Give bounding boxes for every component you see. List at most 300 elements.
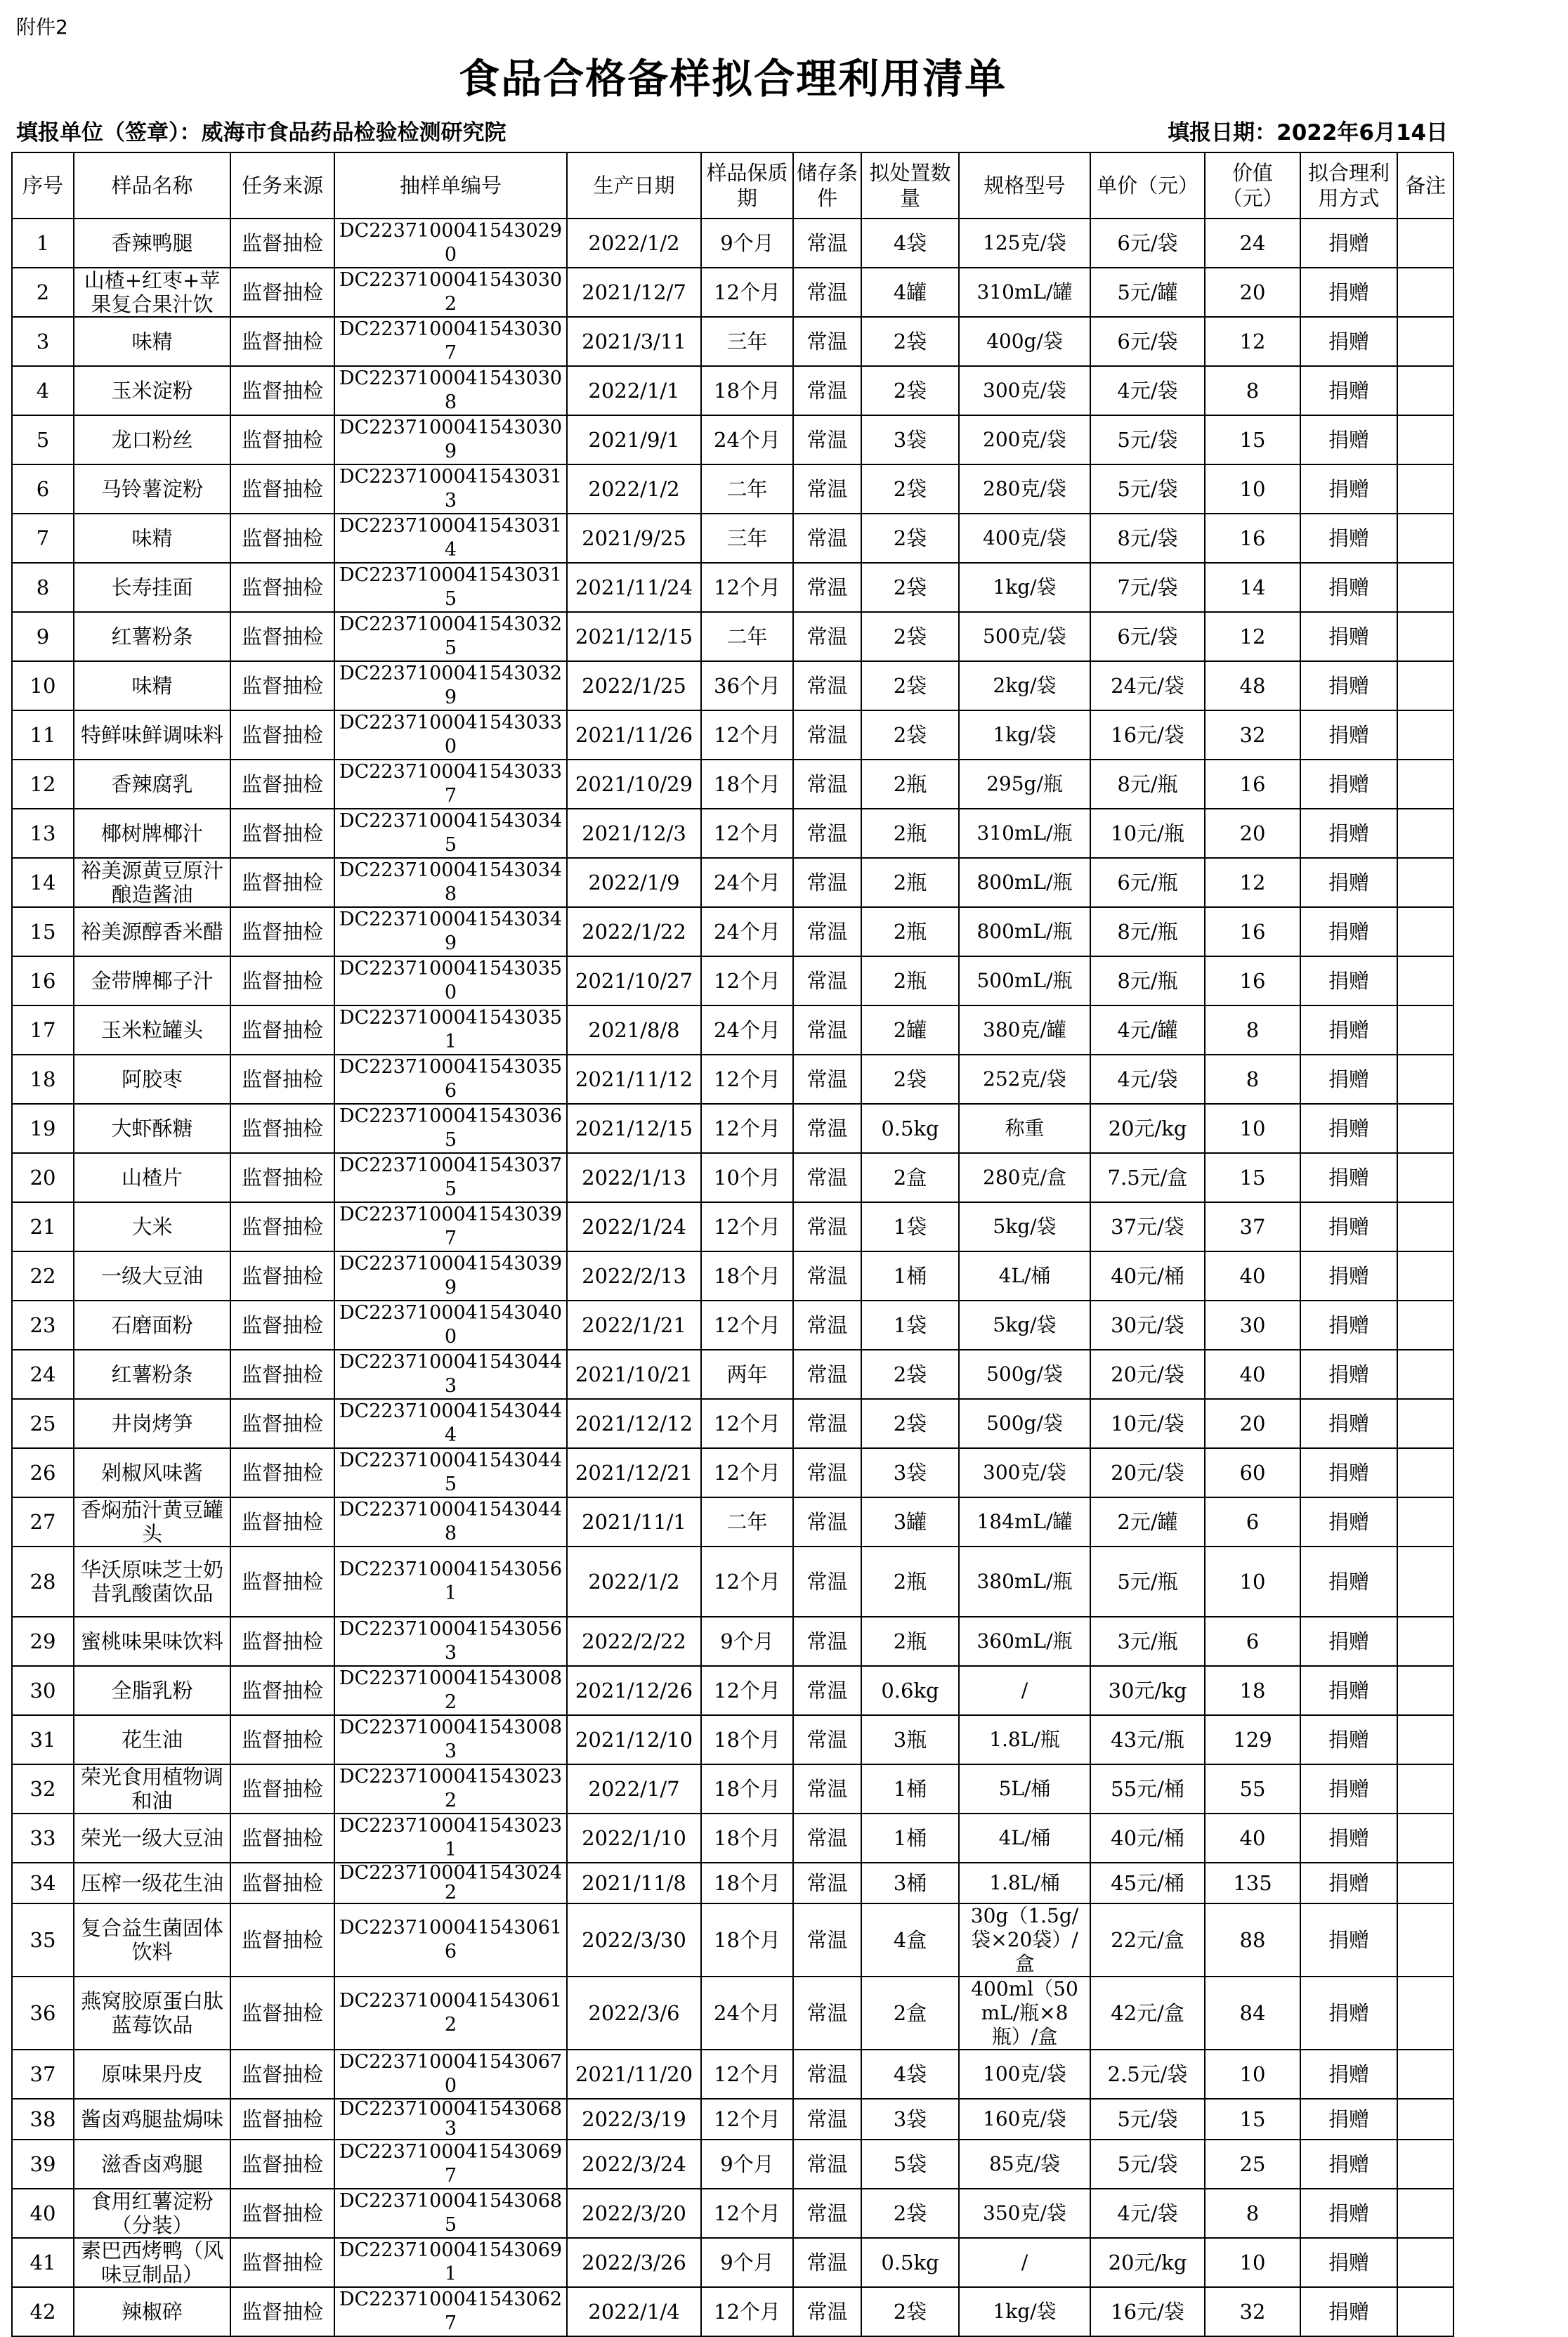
cell-date: 2022/2/13: [567, 1251, 701, 1301]
cell-seq: 5: [12, 415, 74, 464]
cell-spec: 1kg/袋: [959, 2287, 1090, 2336]
cell-date: 2022/3/19: [567, 2099, 701, 2140]
cell-note: [1397, 1153, 1453, 1202]
table-row: [12, 1448, 1453, 1497]
table-row: [12, 1301, 1453, 1350]
cell-qty: 2袋: [861, 366, 959, 415]
cell-price: 7元/袋: [1090, 563, 1205, 612]
cell-seq: 25: [12, 1399, 74, 1448]
cell-seq: 40: [12, 2189, 74, 2238]
cell-spec: 1.8L/瓶: [959, 1715, 1090, 1764]
cell-storage: 常温: [793, 2140, 861, 2189]
cell-price: 37元/袋: [1090, 1202, 1205, 1251]
cell-note: [1397, 1666, 1453, 1715]
cell-usage: 捐赠: [1300, 1448, 1397, 1497]
cell-qty: 2袋: [861, 612, 959, 661]
cell-price: 8元/瓶: [1090, 760, 1205, 809]
cell-value: 16: [1205, 514, 1300, 563]
table-row: [12, 1764, 1453, 1814]
cell-date: 2022/1/2: [567, 1547, 701, 1617]
cell-usage: 捐赠: [1300, 1399, 1397, 1448]
table-row: [12, 1715, 1453, 1764]
cell-source: 监督抽检: [230, 1497, 334, 1547]
cell-code: DC22371000415430349: [334, 907, 567, 956]
header-price: 单价（元）: [1090, 152, 1205, 219]
cell-price: 30元/kg: [1090, 1666, 1205, 1715]
cell-value: 37: [1205, 1202, 1300, 1251]
header-source: 任务来源: [230, 152, 334, 219]
cell-code: DC22371000415430309: [334, 415, 567, 464]
cell-shelf: 12个月: [701, 1448, 793, 1497]
cell-source: 监督抽检: [230, 710, 334, 760]
cell-seq: 1: [12, 219, 74, 268]
header-note: 备注: [1397, 152, 1453, 219]
cell-code: DC22371000415430443: [334, 1350, 567, 1399]
cell-note: [1397, 612, 1453, 661]
cell-usage: 捐赠: [1300, 1666, 1397, 1715]
cell-note: [1397, 2050, 1453, 2099]
cell-note: [1397, 1547, 1453, 1617]
cell-shelf: 18个月: [701, 760, 793, 809]
cell-spec: 5kg/袋: [959, 1301, 1090, 1350]
cell-price: 30元/袋: [1090, 1301, 1205, 1350]
cell-note: [1397, 1005, 1453, 1055]
cell-shelf: 12个月: [701, 809, 793, 858]
cell-name: 井岗烤笋: [74, 1399, 230, 1448]
cell-note: [1397, 1055, 1453, 1104]
cell-source: 监督抽检: [230, 1764, 334, 1814]
cell-shelf: 12个月: [701, 1666, 793, 1715]
cell-note: [1397, 415, 1453, 464]
cell-value: 135: [1205, 1863, 1300, 1903]
cell-note: [1397, 1903, 1453, 1977]
cell-source: 监督抽检: [230, 1977, 334, 2050]
cell-note: [1397, 1399, 1453, 1448]
cell-name: 裕美源黄豆原汁酿造酱油: [74, 858, 230, 907]
cell-note: [1397, 661, 1453, 710]
cell-note: [1397, 2287, 1453, 2336]
cell-spec: 200克/袋: [959, 415, 1090, 464]
cell-spec: 380克/罐: [959, 1005, 1090, 1055]
table-row: [12, 956, 1453, 1005]
cell-note: [1397, 2140, 1453, 2189]
cell-qty: 2袋: [861, 514, 959, 563]
cell-qty: 3桶: [861, 1863, 959, 1903]
cell-value: 8: [1205, 2189, 1300, 2238]
cell-value: 48: [1205, 661, 1300, 710]
cell-code: DC22371000415430351: [334, 1005, 567, 1055]
cell-code: DC22371000415430315: [334, 563, 567, 612]
cell-storage: 常温: [793, 1666, 861, 1715]
cell-name: 蜜桃味果味饮料: [74, 1617, 230, 1666]
cell-storage: 常温: [793, 858, 861, 907]
cell-spec: 称重: [959, 1104, 1090, 1153]
table-row: [12, 661, 1453, 710]
cell-usage: 捐赠: [1300, 464, 1397, 514]
cell-value: 129: [1205, 1715, 1300, 1764]
cell-spec: /: [959, 1666, 1090, 1715]
table-row: [12, 1977, 1453, 2050]
cell-usage: 捐赠: [1300, 415, 1397, 464]
cell-usage: 捐赠: [1300, 1202, 1397, 1251]
cell-spec: 400克/袋: [959, 514, 1090, 563]
cell-qty: 2袋: [861, 2189, 959, 2238]
cell-source: 监督抽检: [230, 1301, 334, 1350]
cell-code: DC22371000415430697: [334, 2140, 567, 2189]
cell-value: 10: [1205, 1104, 1300, 1153]
cell-date: 2021/11/1: [567, 1497, 701, 1547]
cell-code: DC22371000415430612: [334, 1977, 567, 2050]
cell-spec: 500g/袋: [959, 1399, 1090, 1448]
cell-date: 2022/2/22: [567, 1617, 701, 1666]
cell-code: DC22371000415430397: [334, 1202, 567, 1251]
cell-qty: 2袋: [861, 1399, 959, 1448]
cell-price: 5元/袋: [1090, 2099, 1205, 2140]
cell-seq: 35: [12, 1903, 74, 1977]
cell-code: DC22371000415430400: [334, 1301, 567, 1350]
cell-code: DC22371000415430313: [334, 464, 567, 514]
cell-source: 监督抽检: [230, 2050, 334, 2099]
cell-qty: 2瓶: [861, 1547, 959, 1617]
cell-storage: 常温: [793, 1863, 861, 1903]
cell-qty: 2袋: [861, 317, 959, 366]
cell-usage: 捐赠: [1300, 1055, 1397, 1104]
cell-spec: 300克/袋: [959, 366, 1090, 415]
cell-price: 20元/袋: [1090, 1350, 1205, 1399]
table-row: [12, 219, 1453, 268]
cell-source: 监督抽检: [230, 907, 334, 956]
cell-name: 辣椒碎: [74, 2287, 230, 2336]
cell-note: [1397, 1977, 1453, 2050]
cell-value: 12: [1205, 612, 1300, 661]
cell-shelf: 12个月: [701, 2189, 793, 2238]
cell-seq: 4: [12, 366, 74, 415]
cell-source: 监督抽检: [230, 366, 334, 415]
cell-source: 监督抽检: [230, 1814, 334, 1863]
cell-price: 20元/kg: [1090, 2238, 1205, 2287]
cell-date: 2022/1/2: [567, 219, 701, 268]
cell-qty: 2罐: [861, 1005, 959, 1055]
cell-spec: 184mL/罐: [959, 1497, 1090, 1547]
cell-qty: 1桶: [861, 1814, 959, 1863]
cell-seq: 27: [12, 1497, 74, 1547]
cell-name: 味精: [74, 514, 230, 563]
cell-usage: 捐赠: [1300, 1547, 1397, 1617]
cell-value: 15: [1205, 415, 1300, 464]
cell-value: 15: [1205, 1153, 1300, 1202]
cell-date: 2022/1/10: [567, 1814, 701, 1863]
cell-spec: 4L/桶: [959, 1251, 1090, 1301]
cell-seq: 21: [12, 1202, 74, 1251]
cell-usage: 捐赠: [1300, 760, 1397, 809]
cell-storage: 常温: [793, 1814, 861, 1863]
cell-code: DC22371000415430685: [334, 2189, 567, 2238]
cell-spec: 310mL/瓶: [959, 809, 1090, 858]
cell-value: 32: [1205, 710, 1300, 760]
cell-seq: 17: [12, 1005, 74, 1055]
cell-shelf: 24个月: [701, 1977, 793, 2050]
cell-price: 40元/桶: [1090, 1814, 1205, 1863]
cell-date: 2021/8/8: [567, 1005, 701, 1055]
cell-name: 裕美源醇香米醋: [74, 907, 230, 956]
cell-source: 监督抽检: [230, 1666, 334, 1715]
cell-code: DC22371000415430325: [334, 612, 567, 661]
cell-storage: 常温: [793, 2050, 861, 2099]
cell-spec: 5kg/袋: [959, 1202, 1090, 1251]
cell-storage: 常温: [793, 907, 861, 956]
cell-code: DC22371000415430330: [334, 710, 567, 760]
cell-name: 红薯粉条: [74, 1350, 230, 1399]
cell-qty: 2袋: [861, 2287, 959, 2336]
table-row: [12, 415, 1453, 464]
cell-value: 40: [1205, 1251, 1300, 1301]
cell-qty: 1桶: [861, 1764, 959, 1814]
cell-name: 味精: [74, 317, 230, 366]
cell-seq: 15: [12, 907, 74, 956]
cell-source: 监督抽检: [230, 1251, 334, 1301]
cell-usage: 捐赠: [1300, 907, 1397, 956]
reporting-unit: 填报单位（签章）：威海市食品药品检验检测研究院: [16, 120, 507, 145]
cell-name: 玉米淀粉: [74, 366, 230, 415]
table-row: [12, 858, 1453, 907]
cell-name: 原味果丹皮: [74, 2050, 230, 2099]
cell-date: 2022/1/22: [567, 907, 701, 956]
cell-name: 长寿挂面: [74, 563, 230, 612]
cell-value: 10: [1205, 2238, 1300, 2287]
cell-spec: 400g/袋: [959, 317, 1090, 366]
header-shelf: 样品保质期: [701, 152, 793, 219]
cell-source: 监督抽检: [230, 858, 334, 907]
cell-value: 12: [1205, 317, 1300, 366]
cell-spec: 30g（1.5g/袋×20袋）/盒: [959, 1903, 1090, 1977]
cell-code: DC22371000415430232: [334, 1764, 567, 1814]
cell-date: 2022/1/25: [567, 661, 701, 710]
header-seq: 序号: [12, 152, 74, 219]
cell-note: [1397, 710, 1453, 760]
cell-source: 监督抽检: [230, 317, 334, 366]
cell-seq: 36: [12, 1977, 74, 2050]
cell-seq: 3: [12, 317, 74, 366]
cell-code: DC22371000415430616: [334, 1903, 567, 1977]
table-row: [12, 1005, 1453, 1055]
cell-source: 监督抽检: [230, 1715, 334, 1764]
cell-shelf: 12个月: [701, 1202, 793, 1251]
cell-storage: 常温: [793, 1350, 861, 1399]
cell-date: 2021/11/26: [567, 710, 701, 760]
cell-shelf: 18个月: [701, 1863, 793, 1903]
cell-source: 监督抽检: [230, 661, 334, 710]
table-row: [12, 563, 1453, 612]
cell-name: 香辣腐乳: [74, 760, 230, 809]
cell-value: 16: [1205, 760, 1300, 809]
cell-shelf: 18个月: [701, 366, 793, 415]
cell-value: 32: [1205, 2287, 1300, 2336]
cell-date: 2022/3/20: [567, 2189, 701, 2238]
cell-code: DC22371000415430444: [334, 1399, 567, 1448]
cell-qty: 2瓶: [861, 956, 959, 1005]
cell-note: [1397, 366, 1453, 415]
cell-qty: 2袋: [861, 464, 959, 514]
header-name: 样品名称: [74, 152, 230, 219]
cell-spec: 800mL/瓶: [959, 907, 1090, 956]
cell-value: 30: [1205, 1301, 1300, 1350]
cell-spec: 2kg/袋: [959, 661, 1090, 710]
cell-storage: 常温: [793, 1005, 861, 1055]
cell-shelf: 18个月: [701, 1814, 793, 1863]
cell-value: 40: [1205, 1814, 1300, 1863]
attachment-label: 附件2: [16, 15, 68, 39]
cell-seq: 37: [12, 2050, 74, 2099]
cell-usage: 捐赠: [1300, 1350, 1397, 1399]
cell-shelf: 12个月: [701, 1547, 793, 1617]
cell-seq: 31: [12, 1715, 74, 1764]
cell-name: 龙口粉丝: [74, 415, 230, 464]
cell-shelf: 12个月: [701, 956, 793, 1005]
cell-shelf: 12个月: [701, 563, 793, 612]
cell-code: DC22371000415430082: [334, 1666, 567, 1715]
cell-code: DC22371000415430561: [334, 1547, 567, 1617]
cell-value: 14: [1205, 563, 1300, 612]
cell-spec: 1.8L/桶: [959, 1863, 1090, 1903]
cell-source: 监督抽检: [230, 2287, 334, 2336]
cell-source: 监督抽检: [230, 760, 334, 809]
cell-source: 监督抽检: [230, 2099, 334, 2140]
cell-price: 6元/袋: [1090, 612, 1205, 661]
cell-spec: 1kg/袋: [959, 563, 1090, 612]
cell-note: [1397, 1764, 1453, 1814]
cell-code: DC22371000415430399: [334, 1251, 567, 1301]
cell-usage: 捐赠: [1300, 661, 1397, 710]
cell-spec: 280克/袋: [959, 464, 1090, 514]
table-row: [12, 1666, 1453, 1715]
cell-qty: 2瓶: [861, 907, 959, 956]
cell-usage: 捐赠: [1300, 268, 1397, 317]
cell-source: 监督抽检: [230, 1350, 334, 1399]
cell-usage: 捐赠: [1300, 2238, 1397, 2287]
table-row: [12, 2238, 1453, 2287]
cell-qty: 2盒: [861, 1153, 959, 1202]
cell-shelf: 18个月: [701, 1764, 793, 1814]
cell-source: 监督抽检: [230, 1903, 334, 1977]
table-row: [12, 268, 1453, 317]
cell-storage: 常温: [793, 2238, 861, 2287]
cell-value: 25: [1205, 2140, 1300, 2189]
cell-qty: 2盒: [861, 1977, 959, 2050]
cell-spec: 350克/袋: [959, 2189, 1090, 2238]
cell-storage: 常温: [793, 563, 861, 612]
cell-price: 8元/瓶: [1090, 907, 1205, 956]
cell-spec: 125克/袋: [959, 219, 1090, 268]
cell-shelf: 18个月: [701, 1251, 793, 1301]
cell-price: 8元/袋: [1090, 514, 1205, 563]
table-row: [12, 1104, 1453, 1153]
cell-qty: 4罐: [861, 268, 959, 317]
cell-date: 2021/12/15: [567, 612, 701, 661]
cell-note: [1397, 1301, 1453, 1350]
cell-seq: 2: [12, 268, 74, 317]
cell-code: DC22371000415430350: [334, 956, 567, 1005]
cell-note: [1397, 956, 1453, 1005]
cell-note: [1397, 2099, 1453, 2140]
cell-storage: 常温: [793, 1617, 861, 1666]
cell-seq: 39: [12, 2140, 74, 2189]
cell-spec: 380mL/瓶: [959, 1547, 1090, 1617]
cell-code: DC22371000415430329: [334, 661, 567, 710]
cell-storage: 常温: [793, 317, 861, 366]
cell-price: 5元/袋: [1090, 464, 1205, 514]
header-value: 价值（元）: [1205, 152, 1300, 219]
cell-source: 监督抽检: [230, 563, 334, 612]
cell-storage: 常温: [793, 661, 861, 710]
cell-shelf: 两年: [701, 1350, 793, 1399]
cell-qty: 3袋: [861, 1448, 959, 1497]
cell-source: 监督抽检: [230, 415, 334, 464]
cell-date: 2021/10/29: [567, 760, 701, 809]
cell-source: 监督抽检: [230, 268, 334, 317]
cell-storage: 常温: [793, 1977, 861, 2050]
cell-shelf: 10个月: [701, 1153, 793, 1202]
cell-shelf: 12个月: [701, 1399, 793, 1448]
cell-storage: 常温: [793, 1399, 861, 1448]
cell-storage: 常温: [793, 415, 861, 464]
cell-code: DC22371000415430445: [334, 1448, 567, 1497]
cell-code: DC22371000415430627: [334, 2287, 567, 2336]
table-row: [12, 514, 1453, 563]
cell-qty: 2瓶: [861, 760, 959, 809]
cell-date: 2022/1/7: [567, 1764, 701, 1814]
cell-name: 全脂乳粉: [74, 1666, 230, 1715]
cell-seq: 22: [12, 1251, 74, 1301]
cell-qty: 0.6kg: [861, 1666, 959, 1715]
cell-source: 监督抽检: [230, 1055, 334, 1104]
cell-value: 8: [1205, 1055, 1300, 1104]
cell-note: [1397, 760, 1453, 809]
cell-name: 荣光食用植物调和油: [74, 1764, 230, 1814]
cell-shelf: 24个月: [701, 1005, 793, 1055]
cell-usage: 捐赠: [1300, 1764, 1397, 1814]
cell-seq: 9: [12, 612, 74, 661]
cell-date: 2021/11/20: [567, 2050, 701, 2099]
cell-value: 18: [1205, 1666, 1300, 1715]
cell-code: DC22371000415430083: [334, 1715, 567, 1764]
page-title: 食品合格备样拟合理利用清单: [459, 55, 1007, 103]
cell-name: 香辣鸭腿: [74, 219, 230, 268]
cell-source: 监督抽检: [230, 2140, 334, 2189]
cell-qty: 2袋: [861, 1055, 959, 1104]
cell-seq: 20: [12, 1153, 74, 1202]
cell-source: 监督抽检: [230, 1153, 334, 1202]
cell-shelf: 12个月: [701, 2287, 793, 2336]
cell-price: 3元/瓶: [1090, 1617, 1205, 1666]
cell-storage: 常温: [793, 710, 861, 760]
cell-code: DC22371000415430242: [334, 1863, 567, 1903]
cell-seq: 33: [12, 1814, 74, 1863]
cell-source: 监督抽检: [230, 1399, 334, 1448]
cell-price: 10元/瓶: [1090, 809, 1205, 858]
table-row: [12, 612, 1453, 661]
cell-storage: 常温: [793, 956, 861, 1005]
table-row: [12, 1617, 1453, 1666]
cell-usage: 捐赠: [1300, 563, 1397, 612]
cell-seq: 32: [12, 1764, 74, 1814]
cell-shelf: 24个月: [701, 858, 793, 907]
cell-value: 60: [1205, 1448, 1300, 1497]
table-row: [12, 907, 1453, 956]
cell-value: 88: [1205, 1903, 1300, 1977]
cell-source: 监督抽检: [230, 2189, 334, 2238]
cell-note: [1397, 858, 1453, 907]
cell-code: DC22371000415430448: [334, 1497, 567, 1547]
